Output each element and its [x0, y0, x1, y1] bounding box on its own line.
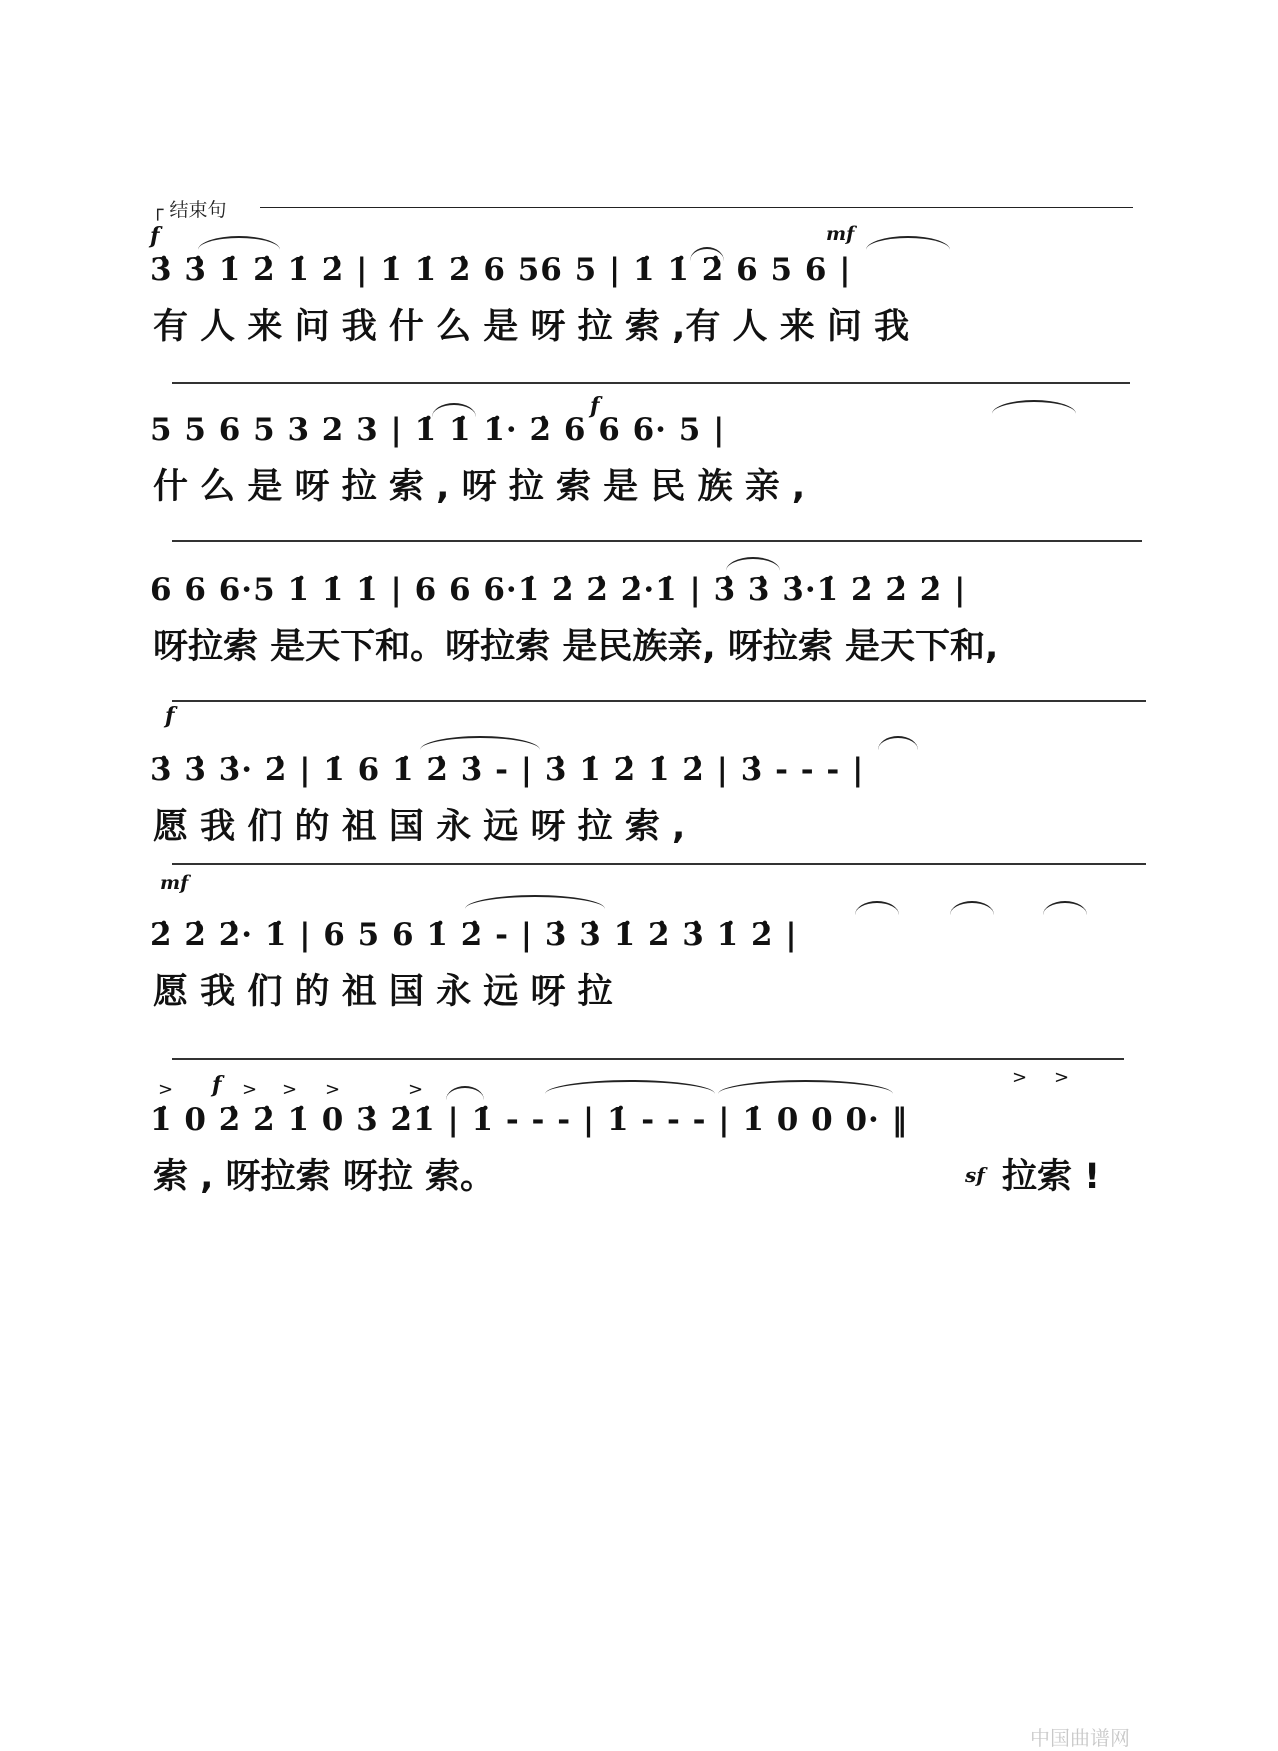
staff-rule — [172, 863, 1146, 865]
dynamic-marking: sf — [965, 1163, 985, 1187]
slur — [465, 895, 605, 909]
lyrics-line: 有 人 来 问 我 什 么 是 呀 拉 索 ,有 人 来 问 我 — [153, 307, 910, 347]
slur — [1043, 901, 1087, 915]
dynamic-marking: mf — [826, 223, 855, 245]
slur — [992, 400, 1076, 414]
slur — [198, 236, 280, 250]
staff-rule — [172, 1058, 1124, 1060]
accent-mark: > — [242, 1079, 258, 1100]
slur — [718, 1080, 893, 1094]
staff-rule — [172, 382, 1130, 384]
accent-mark: > — [408, 1079, 424, 1100]
accent-mark: > — [1054, 1067, 1070, 1088]
notation-line: 5 5 6 5 3 2 3 | 1̇ 1̇ 1̇· 2̇ 6 6 6· 5 | — [150, 412, 726, 448]
notation-line: 1̇ 0 2̇ 2̇ 1̇ 0 3̇ 2̇1̇ | 1̇ - - - | 1̇ - - - | 1̇ 0 0 0· ‖ — [150, 1102, 909, 1138]
score-system-1 — [150, 223, 1140, 360]
slur — [950, 901, 994, 915]
slur — [726, 557, 780, 571]
lyrics-line: 愿 我 们 的 祖 国 永 远 呀 拉 索 , — [153, 807, 686, 847]
watermark: 中国曲谱网 — [1030, 1726, 1130, 1750]
notation-line: 3̇ 3̇ 3̇· 2̇ | 1̇ 6 1̇ 2̇ 3̇ - | 3̇ 1̇ 2̇ 1̇ 2̇ | 3̇ - - - | — [150, 752, 865, 788]
lyrics-line: 什 么 是 呀 拉 索 , 呀 拉 索 是 民 族 亲 , — [153, 467, 806, 507]
score-system-3 — [150, 570, 1140, 680]
notation-line: 6 6 6·5 1̇ 1̇ 1̇ | 6 6 6·1̇ 2̇ 2̇ 2̇·1̇ | 3̇ 3̇ 3̇·1̇ 2̇ 2̇ 2̇ | — [150, 572, 967, 608]
section-line — [260, 207, 1133, 208]
accent-mark: > — [1012, 1067, 1028, 1088]
staff-rule — [172, 700, 1146, 702]
section-label — [152, 195, 227, 222]
slur — [420, 736, 540, 750]
dynamic-marking: mf — [160, 872, 189, 894]
corner-mark-icon: ┌ — [152, 199, 164, 221]
dynamic-marking: f — [590, 393, 600, 419]
lyrics-ending: 拉索 ! — [1002, 1157, 1101, 1197]
lyrics-line: 愿 我 们 的 祖 国 永 远 呀 拉 — [153, 972, 613, 1012]
accent-mark: > — [158, 1079, 174, 1100]
lyrics-line: 索 , 呀拉索 呀拉 索。 — [153, 1157, 496, 1197]
notation-line: 2̇ 2̇ 2̇· 1̇ | 6 5 6 1̇ 2̇ - | 3̇ 3̇ 1̇ 2̇ 3̇ 1̇ 2̇ | — [150, 917, 798, 953]
accent-mark: > — [325, 1079, 341, 1100]
score-system-4 — [150, 703, 1140, 860]
dynamic-marking: f — [212, 1072, 222, 1098]
score-system-6 — [150, 1067, 1140, 1210]
dynamic-marking: f — [150, 223, 160, 249]
slur — [545, 1080, 715, 1094]
score-system-2 — [150, 393, 1140, 520]
notation-line: 3̇ 3̇ 1̇ 2̇ 1̇ 2̇ | 1̇ 1̇ 2̇ 6 56 5 | 1̇ 1̇ 2̇ 6 5 6 | — [150, 252, 852, 288]
slur — [446, 1086, 484, 1100]
staff-rule — [172, 540, 1142, 542]
slur — [866, 236, 950, 250]
slur — [855, 901, 899, 915]
dynamic-marking: f — [165, 703, 175, 729]
lyrics-line: 呀拉索 是天下和。呀拉索 是民族亲, 呀拉索 是天下和, — [153, 627, 999, 667]
section-label-text: 结束句 — [169, 199, 227, 221]
score-system-5 — [150, 872, 1140, 1025]
slur — [878, 736, 918, 750]
accent-mark: > — [282, 1079, 298, 1100]
